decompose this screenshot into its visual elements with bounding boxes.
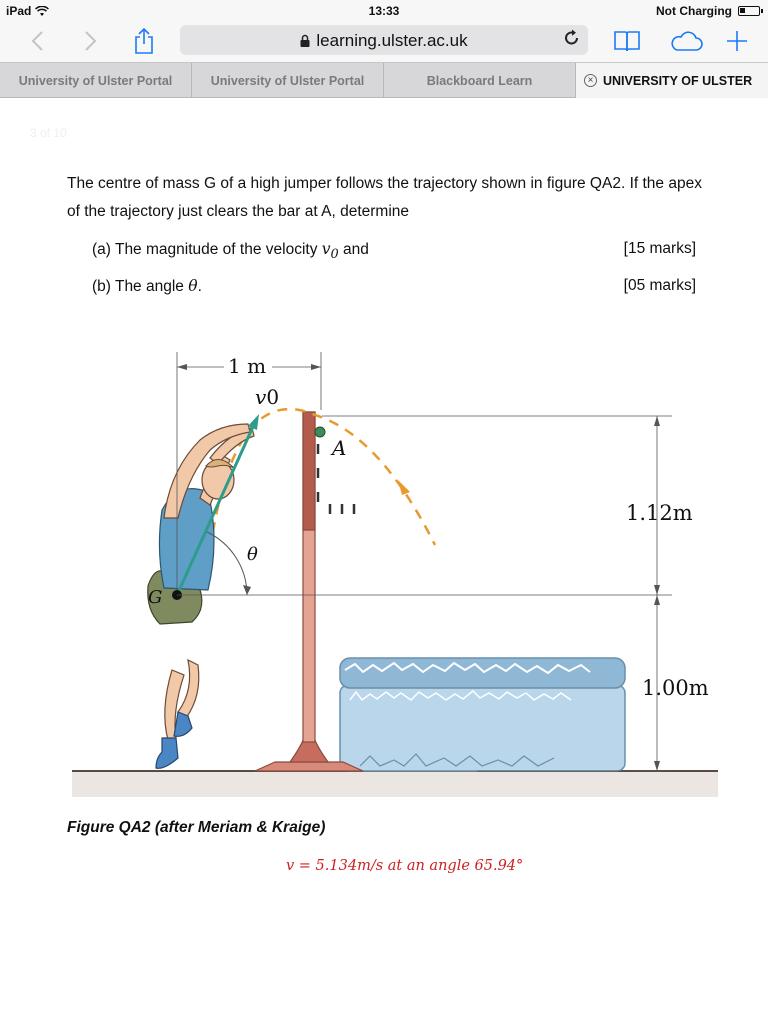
dim-1m-label: 1 m (228, 354, 267, 378)
tab-label: University of Ulster Portal (210, 73, 365, 88)
tab-blackboard-learn[interactable] (384, 63, 576, 98)
lock-icon (300, 34, 310, 47)
cloud-icon (668, 29, 704, 53)
page-indicator: 3 of 10 (30, 126, 67, 140)
part-text: (b) The angle (92, 278, 189, 295)
tab-label: Blackboard Learn (426, 73, 533, 88)
trajectory-arrow (398, 480, 410, 495)
tab-label: UNIVERSITY OF ULSTER (603, 73, 753, 88)
chevron-left-icon (30, 30, 44, 52)
part-text: (a) The magnitude of the velocity (92, 241, 322, 258)
part-text-end: and (338, 241, 369, 258)
high-jump-figure (60, 340, 730, 800)
chevron-right-icon (84, 30, 98, 52)
velocity-label-v: v (255, 385, 267, 409)
athlete (148, 424, 254, 768)
bookmarks-button[interactable] (612, 26, 642, 56)
question-part-b (92, 277, 702, 296)
angle-symbol: θ (188, 277, 198, 295)
tab-ulster-portal-1[interactable] (0, 63, 192, 98)
velocity-label-sub: 0 (266, 385, 280, 409)
battery-icon (738, 6, 760, 16)
tab-ulster-portal-2[interactable] (192, 63, 384, 98)
velocity-subscript: 0 (330, 247, 339, 263)
point-g-label: G (148, 587, 163, 608)
height-upper-label: 1.12m (626, 501, 693, 525)
plus-icon (726, 30, 748, 52)
reload-button[interactable] (564, 29, 580, 52)
velocity-arrowhead (248, 414, 259, 430)
velocity-symbol: v (321, 240, 331, 258)
ground (72, 771, 718, 797)
back-button[interactable] (24, 26, 50, 56)
tab-label: University of Ulster Portal (18, 73, 173, 88)
angle-theta-label: θ (247, 544, 258, 565)
icloud-tabs-button[interactable] (666, 26, 706, 56)
marks-b: [05 marks] (623, 277, 696, 294)
share-icon (132, 27, 156, 55)
question-text: The centre of mass G of a high jumper follows the trajectory shown in figure QA2. If the apex of the trajectory just clears the bar at A, determine (67, 175, 702, 220)
new-tab-button[interactable] (724, 26, 750, 56)
bar-point-a (315, 427, 325, 437)
browser-toolbar (0, 22, 768, 62)
part-text-end: . (197, 278, 202, 295)
marks-a: [15 marks] (623, 240, 696, 257)
figure-caption: Figure QA2 (after Meriam & Kraige) (67, 819, 326, 836)
battery-status: Not Charging (656, 4, 732, 18)
velocity-label (255, 385, 279, 409)
share-button[interactable] (130, 26, 158, 56)
height-lower-label: 1.00m (642, 676, 709, 700)
address-bar[interactable] (180, 25, 588, 55)
reload-icon (564, 29, 580, 47)
close-tab-icon[interactable]: × (584, 74, 597, 87)
device-name: iPad (6, 4, 32, 18)
url-text: learning.ulster.ac.uk (316, 31, 468, 50)
tab-university-of-ulster[interactable] (576, 63, 768, 98)
tab-bar (0, 62, 768, 98)
book-icon (613, 29, 641, 53)
point-a-label: A (332, 436, 347, 460)
forward-button[interactable] (78, 26, 104, 56)
landing-mat (340, 658, 625, 771)
clock: 13:33 (368, 4, 400, 18)
handwritten-answer: v = 5.134m/s at an angle 65.94° (286, 858, 524, 874)
question-part-a (92, 240, 702, 262)
angle-arc-arrow (243, 585, 251, 595)
status-bar (0, 0, 768, 22)
